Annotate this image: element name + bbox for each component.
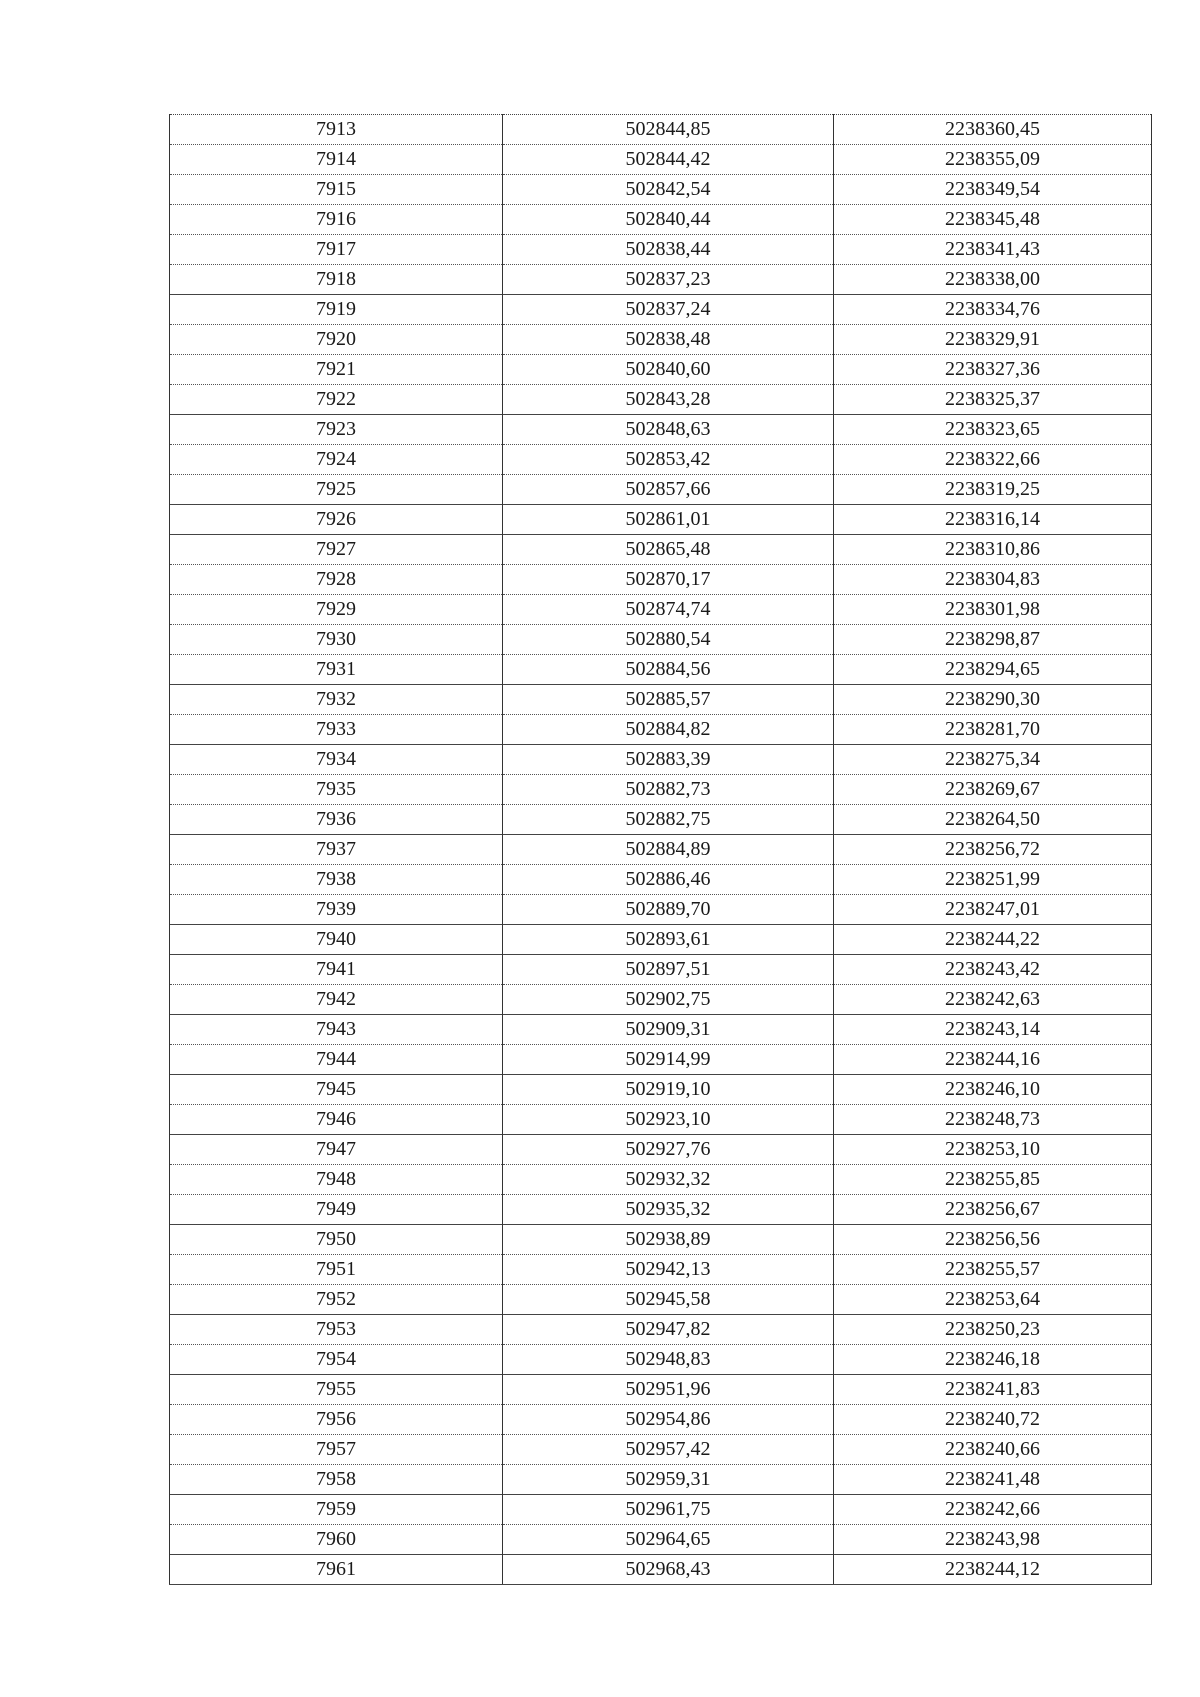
- x-coordinate-cell: 502838,48: [503, 325, 834, 355]
- y-coordinate-cell: 2238329,91: [834, 325, 1152, 355]
- table-row: [170, 1135, 1152, 1165]
- point-number-cell: 7932: [170, 685, 503, 715]
- y-coordinate-cell: 2238243,14: [834, 1015, 1152, 1045]
- table-row: [170, 385, 1152, 415]
- table-row: [170, 715, 1152, 745]
- point-number-cell: 7921: [170, 355, 503, 385]
- y-coordinate-cell: 2238247,01: [834, 895, 1152, 925]
- point-number-cell: 7934: [170, 745, 503, 775]
- x-coordinate-cell: 502959,31: [503, 1465, 834, 1495]
- y-coordinate-cell: 2238242,63: [834, 985, 1152, 1015]
- y-coordinate-cell: 2238290,30: [834, 685, 1152, 715]
- table-row: [170, 775, 1152, 805]
- point-number-cell: 7918: [170, 265, 503, 295]
- y-coordinate-cell: 2238298,87: [834, 625, 1152, 655]
- table-row: [170, 505, 1152, 535]
- y-coordinate-cell: 2238327,36: [834, 355, 1152, 385]
- point-number-cell: 7940: [170, 925, 503, 955]
- point-number-cell: 7947: [170, 1135, 503, 1165]
- point-number-cell: 7954: [170, 1345, 503, 1375]
- y-coordinate-cell: 2238345,48: [834, 205, 1152, 235]
- table-row: [170, 415, 1152, 445]
- point-number-cell: 7913: [170, 115, 503, 145]
- point-number-cell: 7953: [170, 1315, 503, 1345]
- x-coordinate-cell: 502870,17: [503, 565, 834, 595]
- x-coordinate-cell: 502914,99: [503, 1045, 834, 1075]
- coordinates-table: [169, 114, 1152, 1585]
- point-number-cell: 7949: [170, 1195, 503, 1225]
- point-number-cell: 7930: [170, 625, 503, 655]
- table-row: [170, 1525, 1152, 1555]
- point-number-cell: 7933: [170, 715, 503, 745]
- x-coordinate-cell: 502885,57: [503, 685, 834, 715]
- x-coordinate-cell: 502932,32: [503, 1165, 834, 1195]
- y-coordinate-cell: 2238269,67: [834, 775, 1152, 805]
- point-number-cell: 7941: [170, 955, 503, 985]
- point-number-cell: 7960: [170, 1525, 503, 1555]
- table-row: [170, 1225, 1152, 1255]
- y-coordinate-cell: 2238304,83: [834, 565, 1152, 595]
- y-coordinate-cell: 2238360,45: [834, 115, 1152, 145]
- table-row: [170, 1075, 1152, 1105]
- point-number-cell: 7936: [170, 805, 503, 835]
- point-number-cell: 7958: [170, 1465, 503, 1495]
- y-coordinate-cell: 2238244,16: [834, 1045, 1152, 1075]
- x-coordinate-cell: 502923,10: [503, 1105, 834, 1135]
- x-coordinate-cell: 502861,01: [503, 505, 834, 535]
- x-coordinate-cell: 502842,54: [503, 175, 834, 205]
- table-row: [170, 565, 1152, 595]
- x-coordinate-cell: 502884,82: [503, 715, 834, 745]
- table-row: [170, 1375, 1152, 1405]
- x-coordinate-cell: 502893,61: [503, 925, 834, 955]
- y-coordinate-cell: 2238255,85: [834, 1165, 1152, 1195]
- x-coordinate-cell: 502897,51: [503, 955, 834, 985]
- x-coordinate-cell: 502882,75: [503, 805, 834, 835]
- table-row: [170, 925, 1152, 955]
- point-number-cell: 7928: [170, 565, 503, 595]
- y-coordinate-cell: 2238264,50: [834, 805, 1152, 835]
- y-coordinate-cell: 2238325,37: [834, 385, 1152, 415]
- table-row: [170, 1495, 1152, 1525]
- x-coordinate-cell: 502838,44: [503, 235, 834, 265]
- point-number-cell: 7937: [170, 835, 503, 865]
- point-number-cell: 7939: [170, 895, 503, 925]
- table-row: [170, 865, 1152, 895]
- point-number-cell: 7915: [170, 175, 503, 205]
- point-number-cell: 7914: [170, 145, 503, 175]
- point-number-cell: 7929: [170, 595, 503, 625]
- y-coordinate-cell: 2238341,43: [834, 235, 1152, 265]
- y-coordinate-cell: 2238316,14: [834, 505, 1152, 535]
- x-coordinate-cell: 502942,13: [503, 1255, 834, 1285]
- table-row: [170, 1255, 1152, 1285]
- y-coordinate-cell: 2238243,98: [834, 1525, 1152, 1555]
- point-number-cell: 7957: [170, 1435, 503, 1465]
- y-coordinate-cell: 2238281,70: [834, 715, 1152, 745]
- x-coordinate-cell: 502848,63: [503, 415, 834, 445]
- table-row: [170, 175, 1152, 205]
- point-number-cell: 7950: [170, 1225, 503, 1255]
- point-number-cell: 7951: [170, 1255, 503, 1285]
- y-coordinate-cell: 2238244,22: [834, 925, 1152, 955]
- point-number-cell: 7920: [170, 325, 503, 355]
- table-row: [170, 445, 1152, 475]
- y-coordinate-cell: 2238256,72: [834, 835, 1152, 865]
- x-coordinate-cell: 502954,86: [503, 1405, 834, 1435]
- table-row: [170, 835, 1152, 865]
- point-number-cell: 7961: [170, 1555, 503, 1585]
- point-number-cell: 7948: [170, 1165, 503, 1195]
- point-number-cell: 7931: [170, 655, 503, 685]
- point-number-cell: 7938: [170, 865, 503, 895]
- point-number-cell: 7955: [170, 1375, 503, 1405]
- x-coordinate-cell: 502857,66: [503, 475, 834, 505]
- table-row: [170, 295, 1152, 325]
- table-row: [170, 1285, 1152, 1315]
- y-coordinate-cell: 2238310,86: [834, 535, 1152, 565]
- table-row: [170, 475, 1152, 505]
- y-coordinate-cell: 2238241,83: [834, 1375, 1152, 1405]
- y-coordinate-cell: 2238355,09: [834, 145, 1152, 175]
- point-number-cell: 7919: [170, 295, 503, 325]
- point-number-cell: 7946: [170, 1105, 503, 1135]
- table-row: [170, 1555, 1152, 1585]
- point-number-cell: 7917: [170, 235, 503, 265]
- x-coordinate-cell: 502844,42: [503, 145, 834, 175]
- x-coordinate-cell: 502843,28: [503, 385, 834, 415]
- y-coordinate-cell: 2238251,99: [834, 865, 1152, 895]
- y-coordinate-cell: 2238349,54: [834, 175, 1152, 205]
- x-coordinate-cell: 502919,10: [503, 1075, 834, 1105]
- table-row: [170, 955, 1152, 985]
- point-number-cell: 7916: [170, 205, 503, 235]
- point-number-cell: 7924: [170, 445, 503, 475]
- y-coordinate-cell: 2238319,25: [834, 475, 1152, 505]
- table-row: [170, 625, 1152, 655]
- point-number-cell: 7927: [170, 535, 503, 565]
- y-coordinate-cell: 2238240,72: [834, 1405, 1152, 1435]
- table-row: [170, 265, 1152, 295]
- table-row: [170, 535, 1152, 565]
- y-coordinate-cell: 2238301,98: [834, 595, 1152, 625]
- x-coordinate-cell: 502837,24: [503, 295, 834, 325]
- x-coordinate-cell: 502951,96: [503, 1375, 834, 1405]
- x-coordinate-cell: 502840,44: [503, 205, 834, 235]
- y-coordinate-cell: 2238242,66: [834, 1495, 1152, 1525]
- point-number-cell: 7925: [170, 475, 503, 505]
- x-coordinate-cell: 502964,65: [503, 1525, 834, 1555]
- point-number-cell: 7945: [170, 1075, 503, 1105]
- table-row: [170, 1315, 1152, 1345]
- y-coordinate-cell: 2238241,48: [834, 1465, 1152, 1495]
- x-coordinate-cell: 502884,56: [503, 655, 834, 685]
- x-coordinate-cell: 502853,42: [503, 445, 834, 475]
- table-row: [170, 895, 1152, 925]
- point-number-cell: 7943: [170, 1015, 503, 1045]
- y-coordinate-cell: 2238338,00: [834, 265, 1152, 295]
- table-row: [170, 205, 1152, 235]
- table-row: [170, 595, 1152, 625]
- y-coordinate-cell: 2238255,57: [834, 1255, 1152, 1285]
- table-row: [170, 145, 1152, 175]
- point-number-cell: 7952: [170, 1285, 503, 1315]
- y-coordinate-cell: 2238253,64: [834, 1285, 1152, 1315]
- table-row: [170, 655, 1152, 685]
- x-coordinate-cell: 502935,32: [503, 1195, 834, 1225]
- point-number-cell: 7959: [170, 1495, 503, 1525]
- coordinates-table-body: [170, 115, 1152, 1585]
- x-coordinate-cell: 502927,76: [503, 1135, 834, 1165]
- table-row: [170, 1435, 1152, 1465]
- y-coordinate-cell: 2238323,65: [834, 415, 1152, 445]
- x-coordinate-cell: 502948,83: [503, 1345, 834, 1375]
- x-coordinate-cell: 502865,48: [503, 535, 834, 565]
- y-coordinate-cell: 2238256,56: [834, 1225, 1152, 1255]
- table-row: [170, 805, 1152, 835]
- table-row: [170, 685, 1152, 715]
- point-number-cell: 7942: [170, 985, 503, 1015]
- x-coordinate-cell: 502837,23: [503, 265, 834, 295]
- point-number-cell: 7956: [170, 1405, 503, 1435]
- x-coordinate-cell: 502886,46: [503, 865, 834, 895]
- y-coordinate-cell: 2238275,34: [834, 745, 1152, 775]
- y-coordinate-cell: 2238334,76: [834, 295, 1152, 325]
- point-number-cell: 7926: [170, 505, 503, 535]
- x-coordinate-cell: 502902,75: [503, 985, 834, 1015]
- y-coordinate-cell: 2238253,10: [834, 1135, 1152, 1165]
- point-number-cell: 7922: [170, 385, 503, 415]
- x-coordinate-cell: 502884,89: [503, 835, 834, 865]
- y-coordinate-cell: 2238246,18: [834, 1345, 1152, 1375]
- y-coordinate-cell: 2238243,42: [834, 955, 1152, 985]
- table-row: [170, 1465, 1152, 1495]
- x-coordinate-cell: 502874,74: [503, 595, 834, 625]
- table-row: [170, 1165, 1152, 1195]
- x-coordinate-cell: 502840,60: [503, 355, 834, 385]
- table-row: [170, 235, 1152, 265]
- y-coordinate-cell: 2238256,67: [834, 1195, 1152, 1225]
- x-coordinate-cell: 502947,82: [503, 1315, 834, 1345]
- y-coordinate-cell: 2238246,10: [834, 1075, 1152, 1105]
- table-row: [170, 325, 1152, 355]
- table-row: [170, 355, 1152, 385]
- point-number-cell: 7923: [170, 415, 503, 445]
- y-coordinate-cell: 2238244,12: [834, 1555, 1152, 1585]
- table-row: [170, 1015, 1152, 1045]
- table-row: [170, 1105, 1152, 1135]
- table-row: [170, 1195, 1152, 1225]
- table-row: [170, 1045, 1152, 1075]
- x-coordinate-cell: 502889,70: [503, 895, 834, 925]
- table-row: [170, 1345, 1152, 1375]
- point-number-cell: 7935: [170, 775, 503, 805]
- x-coordinate-cell: 502880,54: [503, 625, 834, 655]
- table-row: [170, 985, 1152, 1015]
- table-row: [170, 1405, 1152, 1435]
- y-coordinate-cell: 2238322,66: [834, 445, 1152, 475]
- x-coordinate-cell: 502957,42: [503, 1435, 834, 1465]
- table-row: [170, 115, 1152, 145]
- point-number-cell: 7944: [170, 1045, 503, 1075]
- x-coordinate-cell: 502909,31: [503, 1015, 834, 1045]
- x-coordinate-cell: 502883,39: [503, 745, 834, 775]
- y-coordinate-cell: 2238294,65: [834, 655, 1152, 685]
- table-row: [170, 745, 1152, 775]
- y-coordinate-cell: 2238240,66: [834, 1435, 1152, 1465]
- x-coordinate-cell: 502961,75: [503, 1495, 834, 1525]
- x-coordinate-cell: 502844,85: [503, 115, 834, 145]
- x-coordinate-cell: 502882,73: [503, 775, 834, 805]
- x-coordinate-cell: 502968,43: [503, 1555, 834, 1585]
- y-coordinate-cell: 2238248,73: [834, 1105, 1152, 1135]
- y-coordinate-cell: 2238250,23: [834, 1315, 1152, 1345]
- x-coordinate-cell: 502938,89: [503, 1225, 834, 1255]
- x-coordinate-cell: 502945,58: [503, 1285, 834, 1315]
